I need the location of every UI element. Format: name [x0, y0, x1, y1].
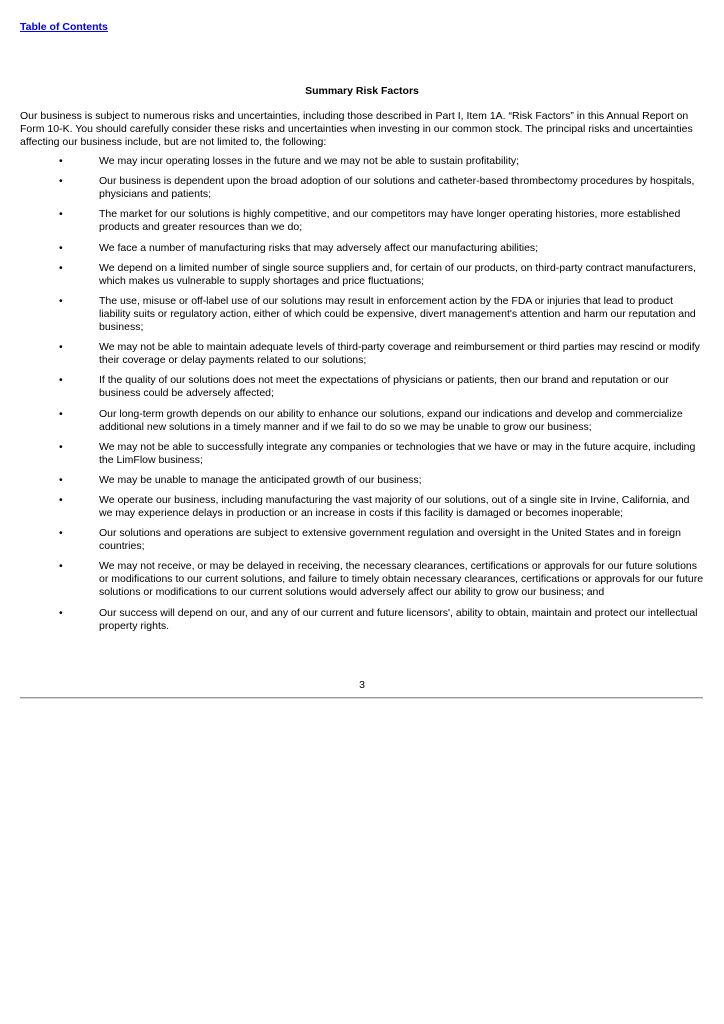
list-item: [0, 295, 724, 334]
risk-factor-list: [0, 155, 724, 640]
risk-text: We may not receive, or may be delayed in receiving, the necessary clearances, certifications or approvals for our future solutions or modifications to our current solutions, and failure to timely obtain necessary clearances, certifications or approvals for our future solutions or modifications to our current solutions would adversely affect our ability to grow our business; and: [99, 560, 704, 599]
list-item: [0, 560, 724, 599]
bullet-icon: •: [59, 560, 63, 573]
list-item: [0, 474, 724, 487]
page-divider: [20, 697, 703, 699]
bullet-icon: •: [59, 341, 63, 354]
bullet-icon: •: [59, 294, 63, 307]
risk-text: We may incur operating losses in the future and we may not be able to sustain profitability;: [99, 155, 520, 167]
bullet-icon: •: [59, 473, 63, 486]
risk-text: The market for our solutions is highly competitive, and our competitors may have longer operating histories, more established products and greater resources than we do;: [99, 208, 681, 234]
bullet-icon: •: [59, 527, 63, 540]
page-number: 3: [359, 679, 365, 691]
list-item: [0, 262, 724, 288]
risk-text: Our success will depend on our, and any of our current and future licensors', ability to obtain, maintain and protect our intellectual property rights.: [99, 606, 698, 632]
bullet-icon: •: [59, 606, 63, 619]
bullet-icon: •: [59, 407, 63, 420]
risk-text: We may not be able to successfully integrate any companies or technologies that we have or may in the future acquire, including the LimFlow business;: [99, 440, 696, 466]
risk-text: We face a number of manufacturing risks that may adversely affect our manufacturing abilities;: [99, 241, 539, 254]
bullet-icon: •: [59, 175, 63, 188]
risk-text: If the quality of our solutions does not meet the expectations of physicians or patients, then our brand and reputation or our business could be adversely affected;: [99, 374, 669, 400]
list-item: [0, 242, 724, 255]
list-item: [0, 341, 724, 367]
bullet-icon: •: [59, 494, 63, 507]
list-item: [0, 494, 724, 520]
section-title: Summary Risk Factors: [305, 85, 419, 97]
risk-text: We operate our business, including manufacturing the vast majority of our solutions, out of a single site in Irvine, California, and we may experience delays in production or an increase in costs if this facility is damaged or becomes inoperable;: [99, 494, 690, 520]
list-item: [0, 175, 724, 201]
list-item: [0, 208, 724, 234]
risk-text: Our long-term growth depends on our ability to enhance our solutions, expand our indications and develop and commercialize additional new solutions in a timely manner and if we fail to do so we may be unable to grow our business;: [99, 407, 683, 433]
bullet-icon: •: [59, 155, 63, 167]
risk-text: We depend on a limited number of single source suppliers and, for certain of our products, on third-party contract manufacturers, which makes us vulnerable to supply shortages and price fluctuations;: [99, 261, 696, 287]
list-item: [0, 374, 724, 400]
table-of-contents-link[interactable]: Table of Contents: [20, 21, 108, 33]
bullet-icon: •: [59, 261, 63, 274]
bullet-icon: •: [59, 440, 63, 453]
risk-text: We may be unable to manage the anticipated growth of our business;: [99, 473, 422, 486]
list-item: [0, 408, 724, 434]
risk-text: Our business is dependent upon the broad adoption of our solutions and catheter-based thrombectomy procedures by hospitals, physicians and patients;: [99, 175, 695, 201]
list-item: [0, 155, 724, 168]
list-item: [0, 607, 724, 633]
bullet-icon: •: [59, 241, 63, 254]
risk-text: The use, misuse or off-label use of our solutions may result in enforcement action by the FDA or injuries that lead to product liability suits or regulatory action, either of which could be expensive, divert management's attention and harm our reputation and business;: [99, 294, 696, 333]
intro-paragraph: Our business is subject to numerous risks and uncertainties, including those described in Part I, Item 1A. “Risk Factors” in this Annual Report on Form 10-K. You should carefully consider these risks and uncertainties when investing in our common stock. The principal risks and uncertainties affecting our business include, but are not limited to, the following:: [20, 110, 693, 148]
risk-text: We may not be able to maintain adequate levels of third-party coverage and reimbursement or third parties may rescind or modify their coverage or delay payments related to our solutions;: [99, 341, 700, 367]
bullet-icon: •: [59, 208, 63, 221]
list-item: [0, 527, 724, 553]
risk-text: Our solutions and operations are subject to extensive government regulation and oversight in the United States and in foreign countries;: [99, 527, 681, 553]
list-item: [0, 441, 724, 467]
bullet-icon: •: [59, 374, 63, 387]
